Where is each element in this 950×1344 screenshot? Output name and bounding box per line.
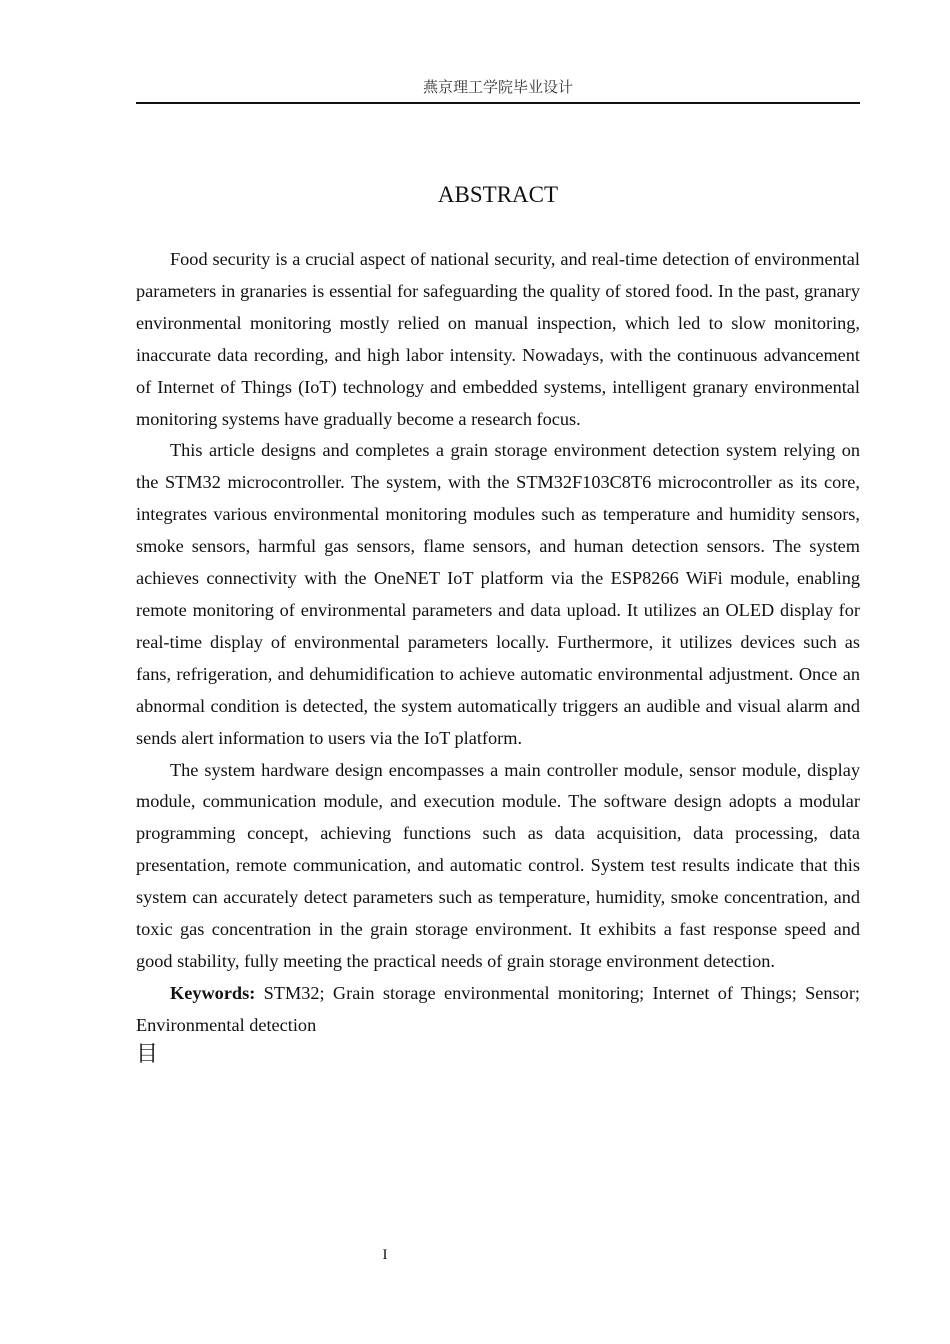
- header-title: 燕京理工学院毕业设计: [422, 78, 573, 96]
- page-number: I: [382, 1247, 388, 1263]
- toc-heading-fragment: 目: [136, 1042, 159, 1067]
- abstract-body: [136, 244, 860, 1042]
- abstract-paragraph-1: Food security is a crucial aspect of national security, and real-time detection of environmental parameters in granaries is essential for safeguarding the quality of stored food. In the past, granary environmental monitoring mostly relied on manual inspection, which led to slow monitoring, inaccurate data recording, and high labor intensity. Nowadays, with the continuous advancement of Internet of Things (IoT) technology and embedded systems, intelligent granary environmental monitoring systems have gradually become a research focus.: [136, 249, 860, 429]
- keywords-line: [136, 978, 860, 1042]
- abstract-paragraph-2: This article designs and completes a grain storage environment detection system relying on the STM32 microcontroller. The system, with the STM32F103C8T6 microcontroller as its core, integrates various environmental monitoring modules such as temperature and humidity sensors, smoke sensors, harmful gas sensors, flame sensors, and human detection sensors. The system achieves connectivity with the OneNET IoT platform via the ESP8266 WiFi module, enabling remote monitoring of environmental parameters and data upload. It utilizes an OLED display for real-time display of environmental parameters locally. Furthermore, it utilizes devices such as fans, refrigeration, and dehumidification to achieve automatic environmental adjustment. Once an abnormal condition is detected, the system automatically triggers an audible and visual alarm and sends alert information to users via the IoT platform.: [136, 440, 860, 748]
- abstract-heading: ABSTRACT: [437, 182, 559, 207]
- keywords-label: Keywords:: [170, 982, 256, 1003]
- keywords-text: STM32; Grain storage environmental monitoring; Internet of Things; Sensor; Environmental detection: [136, 982, 860, 1035]
- abstract-paragraph-3: The system hardware design encompasses a main controller module, sensor module, display module, communication module, and execution module. The software design adopts a modular programming concept, achieving functions such as data acquisition, data processing, data presentation, remote communication, and automatic control. System test results indicate that this system can accurately detect parameters such as temperature, humidity, smoke concentration, and toxic gas concentration in the grain storage environment. It exhibits a fast response speed and good stability, fully meeting the practical needs of grain storage environment detection.: [136, 759, 860, 971]
- page-header: [136, 74, 860, 104]
